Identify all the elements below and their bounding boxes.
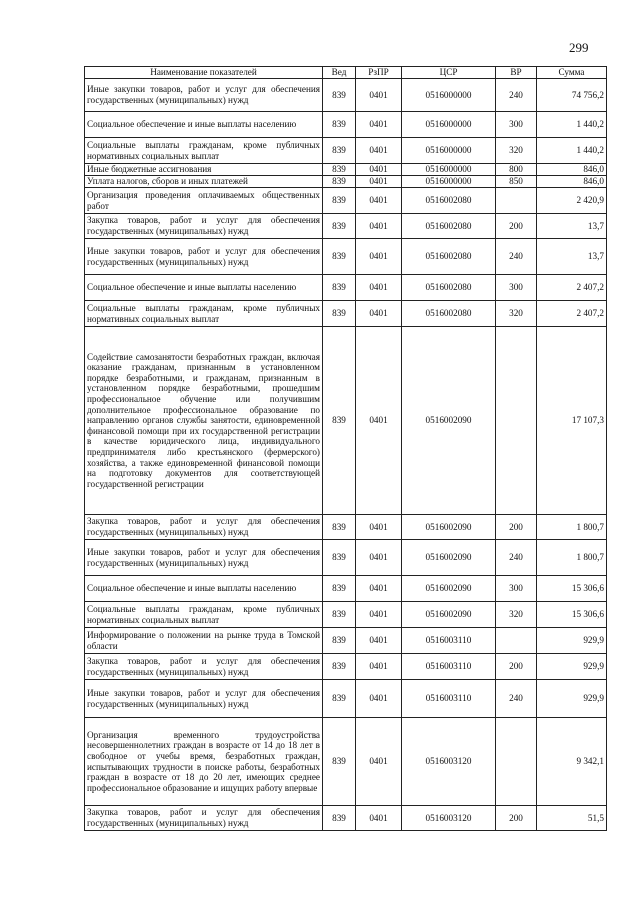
row-sum: 1 800,7 bbox=[537, 540, 607, 576]
row-rzpr: 0401 bbox=[356, 112, 402, 138]
row-ved: 839 bbox=[323, 515, 356, 540]
table-row bbox=[85, 301, 607, 327]
row-name: Иные бюджетные ассигнования bbox=[85, 164, 323, 176]
row-ved: 839 bbox=[323, 188, 356, 214]
row-name: Социальные выплаты гражданам, кроме публичных нормативных социальных выплат bbox=[85, 602, 323, 628]
header-row bbox=[85, 67, 607, 79]
table-row bbox=[85, 164, 607, 176]
header-name: Наименование показателей bbox=[85, 67, 323, 79]
row-vr: 320 bbox=[496, 301, 537, 327]
row-sum: 15 306,6 bbox=[537, 602, 607, 628]
row-vr: 300 bbox=[496, 576, 537, 602]
row-vr: 200 bbox=[496, 214, 537, 239]
table-row bbox=[85, 79, 607, 112]
row-sum: 929,9 bbox=[537, 654, 607, 680]
row-name: Иные закупки товаров, работ и услуг для обеспечения государственных (муниципальных) нужд bbox=[85, 239, 323, 275]
row-vr bbox=[496, 718, 537, 806]
row-ved: 839 bbox=[323, 718, 356, 806]
header-sum: Сумма bbox=[537, 67, 607, 79]
row-sum: 13,7 bbox=[537, 239, 607, 275]
row-sum: 2 407,2 bbox=[537, 301, 607, 327]
row-name: Иные закупки товаров, работ и услуг для обеспечения государственных (муниципальных) нужд bbox=[85, 680, 323, 718]
row-rzpr: 0401 bbox=[356, 515, 402, 540]
header-vr: ВР bbox=[496, 67, 537, 79]
row-vr bbox=[496, 188, 537, 214]
row-sum: 13,7 bbox=[537, 214, 607, 239]
row-rzpr: 0401 bbox=[356, 176, 402, 188]
row-rzpr: 0401 bbox=[356, 628, 402, 654]
row-vr: 200 bbox=[496, 515, 537, 540]
row-sum: 2 420,9 bbox=[537, 188, 607, 214]
row-rzpr: 0401 bbox=[356, 239, 402, 275]
row-sum: 929,9 bbox=[537, 680, 607, 718]
row-ved: 839 bbox=[323, 275, 356, 301]
row-csr: 0516002090 bbox=[402, 576, 496, 602]
row-csr: 0516003120 bbox=[402, 718, 496, 806]
row-ved: 839 bbox=[323, 301, 356, 327]
row-vr: 800 bbox=[496, 164, 537, 176]
row-csr: 0516003110 bbox=[402, 628, 496, 654]
row-vr: 850 bbox=[496, 176, 537, 188]
row-vr: 200 bbox=[496, 806, 537, 831]
header-ved: Вед bbox=[323, 67, 356, 79]
row-vr: 240 bbox=[496, 680, 537, 718]
header-rzpr: РзПР bbox=[356, 67, 402, 79]
row-csr: 0516003110 bbox=[402, 654, 496, 680]
row-name: Закупка товаров, работ и услуг для обеспечения государственных (муниципальных) нужд bbox=[85, 515, 323, 540]
row-csr: 0516000000 bbox=[402, 112, 496, 138]
row-csr: 0516002090 bbox=[402, 602, 496, 628]
row-vr bbox=[496, 628, 537, 654]
row-ved: 839 bbox=[323, 214, 356, 239]
row-name: Социальное обеспечение и иные выплаты населению bbox=[85, 112, 323, 138]
row-rzpr: 0401 bbox=[356, 680, 402, 718]
table-row bbox=[85, 718, 607, 806]
page-number: 299 bbox=[569, 40, 589, 55]
row-vr: 300 bbox=[496, 112, 537, 138]
row-sum: 15 306,6 bbox=[537, 576, 607, 602]
row-ved: 839 bbox=[323, 602, 356, 628]
row-name: Социальное обеспечение и иные выплаты населению bbox=[85, 275, 323, 301]
row-rzpr: 0401 bbox=[356, 576, 402, 602]
row-sum: 1 440,2 bbox=[537, 112, 607, 138]
table-row bbox=[85, 112, 607, 138]
row-name: Иные закупки товаров, работ и услуг для обеспечения государственных (муниципальных) нужд bbox=[85, 79, 323, 112]
row-vr: 240 bbox=[496, 79, 537, 112]
row-sum: 846,0 bbox=[537, 164, 607, 176]
row-rzpr: 0401 bbox=[356, 214, 402, 239]
row-sum: 2 407,2 bbox=[537, 275, 607, 301]
budget-table bbox=[84, 66, 607, 831]
row-ved: 839 bbox=[323, 176, 356, 188]
row-vr: 200 bbox=[496, 654, 537, 680]
row-rzpr: 0401 bbox=[356, 718, 402, 806]
row-name: Социальные выплаты гражданам, кроме публичных нормативных социальных выплат bbox=[85, 301, 323, 327]
row-csr: 0516000000 bbox=[402, 138, 496, 164]
row-rzpr: 0401 bbox=[356, 188, 402, 214]
row-csr: 0516003120 bbox=[402, 806, 496, 831]
row-csr: 0516002080 bbox=[402, 275, 496, 301]
row-name: Закупка товаров, работ и услуг для обеспечения государственных (муниципальных) нужд bbox=[85, 214, 323, 239]
row-ved: 839 bbox=[323, 576, 356, 602]
row-ved: 839 bbox=[323, 327, 356, 515]
row-sum: 17 107,3 bbox=[537, 327, 607, 515]
table-row bbox=[85, 628, 607, 654]
row-name: Социальные выплаты гражданам, кроме публичных нормативных социальных выплат bbox=[85, 138, 323, 164]
header-csr: ЦСР bbox=[402, 67, 496, 79]
row-csr: 0516000000 bbox=[402, 176, 496, 188]
table-row bbox=[85, 806, 607, 831]
row-vr bbox=[496, 327, 537, 515]
table-row bbox=[85, 188, 607, 214]
table-row bbox=[85, 138, 607, 164]
row-name: Уплата налогов, сборов и иных платежей bbox=[85, 176, 323, 188]
row-ved: 839 bbox=[323, 540, 356, 576]
row-sum: 929,9 bbox=[537, 628, 607, 654]
row-name: Содействие самозанятости безработных граждан, включая оказание гражданам, признанным в установленном порядке безработными, и гражданам, признанным в установленном порядке безработными, прошедшим профессиональное обучение или получившим дополнительное профессиональное образование по направлению органов службы занятости, единовременной финансовой помощи при их государственной регистрации в качестве юридического лица, индивидуального предпринимателя либо крестьянского (фермерского) хозяйства, а также единовременной финансовой помощи на подготовку документов для соответствующей государственной регистрации bbox=[85, 327, 323, 515]
table-row bbox=[85, 602, 607, 628]
table-row bbox=[85, 515, 607, 540]
row-csr: 0516002090 bbox=[402, 540, 496, 576]
row-name: Организация проведения оплачиваемых общественных работ bbox=[85, 188, 323, 214]
table-row bbox=[85, 176, 607, 188]
row-ved: 839 bbox=[323, 164, 356, 176]
row-vr: 240 bbox=[496, 540, 537, 576]
row-csr: 0516002080 bbox=[402, 301, 496, 327]
row-csr: 0516002080 bbox=[402, 214, 496, 239]
row-csr: 0516000000 bbox=[402, 79, 496, 112]
row-vr: 320 bbox=[496, 602, 537, 628]
row-csr: 0516000000 bbox=[402, 164, 496, 176]
table-row bbox=[85, 576, 607, 602]
row-sum: 74 756,2 bbox=[537, 79, 607, 112]
row-sum: 1 800,7 bbox=[537, 515, 607, 540]
table-row bbox=[85, 239, 607, 275]
row-vr: 240 bbox=[496, 239, 537, 275]
row-csr: 0516002090 bbox=[402, 515, 496, 540]
table-row bbox=[85, 327, 607, 515]
row-csr: 0516003110 bbox=[402, 680, 496, 718]
row-rzpr: 0401 bbox=[356, 540, 402, 576]
row-rzpr: 0401 bbox=[356, 275, 402, 301]
row-rzpr: 0401 bbox=[356, 138, 402, 164]
table-row bbox=[85, 654, 607, 680]
row-sum: 846,0 bbox=[537, 176, 607, 188]
row-csr: 0516002080 bbox=[402, 239, 496, 275]
row-csr: 0516002090 bbox=[402, 327, 496, 515]
row-csr: 0516002080 bbox=[402, 188, 496, 214]
row-rzpr: 0401 bbox=[356, 327, 402, 515]
row-rzpr: 0401 bbox=[356, 301, 402, 327]
row-ved: 839 bbox=[323, 138, 356, 164]
row-name: Информирование о положении на рынке труда в Томской области bbox=[85, 628, 323, 654]
row-name: Организация временного трудоустройства несовершеннолетних граждан в возрасте от 14 до 18 лет в свободное от учебы время, безработных граждан, испытывающих трудности в поиске работы, безработных граждан в возрасте от 18 до 20 лет, имеющих среднее профессиональное образование и ищущих работу впервые bbox=[85, 718, 323, 806]
row-ved: 839 bbox=[323, 806, 356, 831]
table-row bbox=[85, 680, 607, 718]
row-name: Закупка товаров, работ и услуг для обеспечения государственных (муниципальных) нужд bbox=[85, 654, 323, 680]
row-rzpr: 0401 bbox=[356, 602, 402, 628]
row-rzpr: 0401 bbox=[356, 806, 402, 831]
row-sum: 9 342,1 bbox=[537, 718, 607, 806]
row-vr: 320 bbox=[496, 138, 537, 164]
row-sum: 51,5 bbox=[537, 806, 607, 831]
table-row bbox=[85, 540, 607, 576]
row-ved: 839 bbox=[323, 628, 356, 654]
row-rzpr: 0401 bbox=[356, 164, 402, 176]
table-row bbox=[85, 275, 607, 301]
row-name: Социальное обеспечение и иные выплаты населению bbox=[85, 576, 323, 602]
row-ved: 839 bbox=[323, 239, 356, 275]
row-sum: 1 440,2 bbox=[537, 138, 607, 164]
row-ved: 839 bbox=[323, 680, 356, 718]
row-ved: 839 bbox=[323, 79, 356, 112]
row-rzpr: 0401 bbox=[356, 79, 402, 112]
row-name: Закупка товаров, работ и услуг для обеспечения государственных (муниципальных) нужд bbox=[85, 806, 323, 831]
row-ved: 839 bbox=[323, 654, 356, 680]
table-row bbox=[85, 214, 607, 239]
row-name: Иные закупки товаров, работ и услуг для обеспечения государственных (муниципальных) нужд bbox=[85, 540, 323, 576]
row-vr: 300 bbox=[496, 275, 537, 301]
row-ved: 839 bbox=[323, 112, 356, 138]
row-rzpr: 0401 bbox=[356, 654, 402, 680]
